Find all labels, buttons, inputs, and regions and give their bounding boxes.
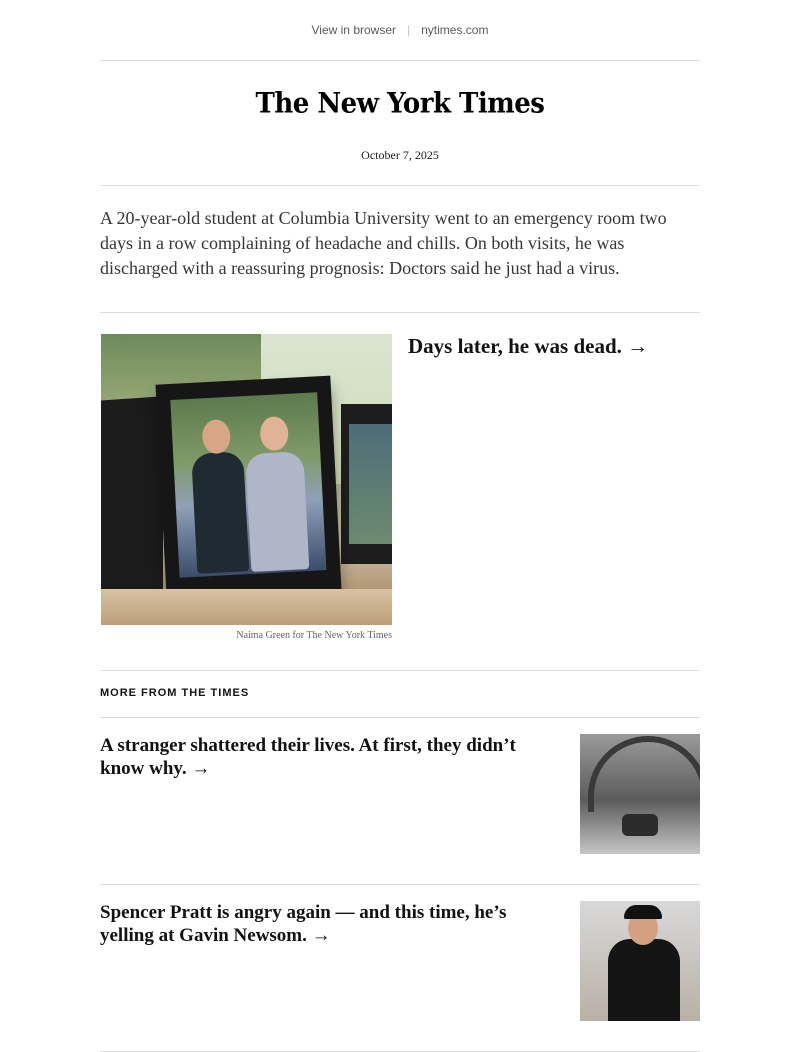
more-from-times-label: MORE FROM THE TIMES [100,671,700,718]
story-item [100,718,700,885]
masthead [100,61,700,186]
nyt-logo[interactable]: The New York Times [255,87,545,121]
lead-story [100,313,700,671]
story-item [100,885,700,1052]
lead-media [100,334,392,670]
story-thumbnail[interactable] [580,901,700,1021]
nytimes-link[interactable]: nytimes.com [421,23,489,37]
lead-headline-link[interactable]: Days later, he was dead. → [408,334,649,358]
story-headline-link[interactable]: A stranger shattered their lives. At first, they didn’t know why. → [100,735,516,779]
lead-photo[interactable] [101,334,392,625]
view-in-browser-link[interactable]: View in browser [311,23,396,37]
story-thumbnail[interactable] [580,734,700,854]
issue-date: October 7, 2025 [361,148,439,162]
email-top-bar [100,0,700,61]
photo-credit: Naima Green for The New York Times [236,630,392,641]
topbar-separator: | [407,23,411,37]
story-headline-link[interactable]: Spencer Pratt is angry again — and this time, he’s yelling at Gavin Newsom. → [100,902,507,946]
intro-paragraph: A 20-year-old student at Columbia University went to an emergency room two days in a row complaining of headache and chills. On both visits, he was discharged with a reassuring prognosis: Doctors said he just had a virus. [100,186,700,313]
